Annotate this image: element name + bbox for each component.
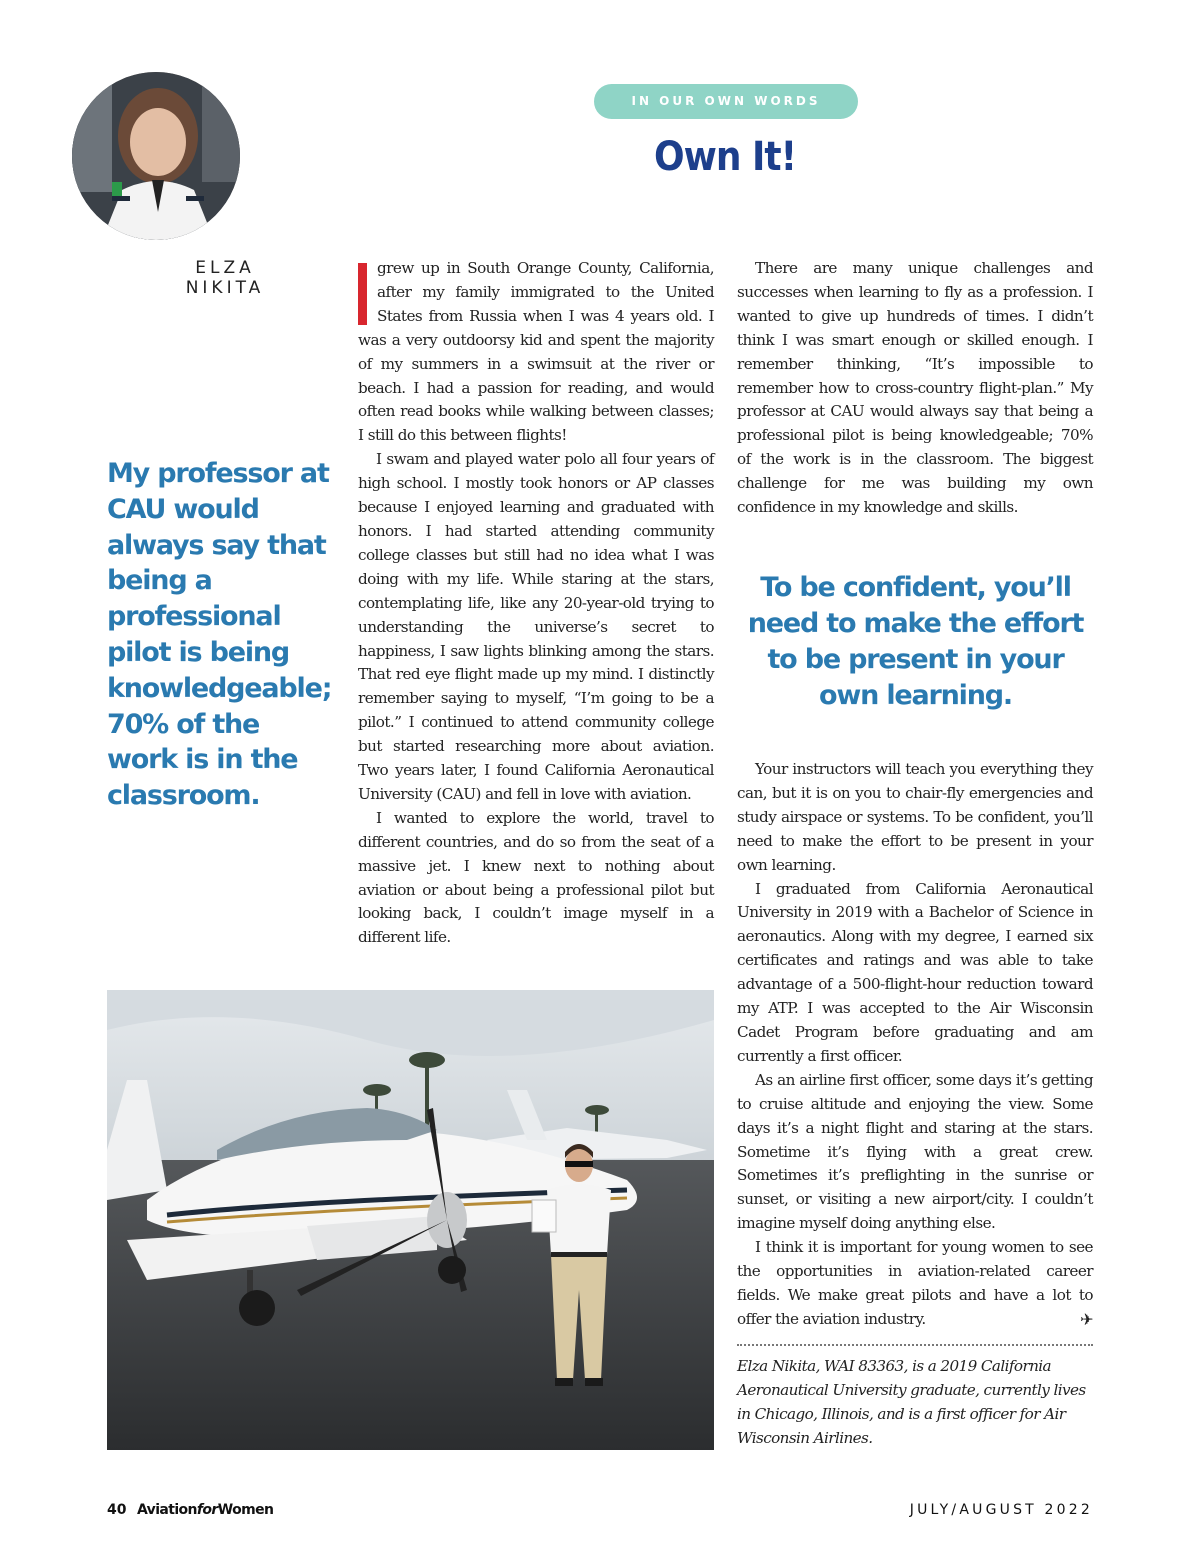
magazine-title-part: Aviation bbox=[136, 1502, 197, 1518]
paragraph: Your instructors will teach you everything they can, but it is on you to chair-fly emergencies and study airspace or systems. To be confident, you’ll need to make the effort to be present in your own learning. bbox=[737, 760, 1093, 874]
author-last-name: NIKITA bbox=[185, 278, 265, 298]
paragraph-text: grew up in South Orange County, California, after my family immigrated to the United States from Russia when I was 4 years old. I was a very outdoorsy kid and spent the majority of my summers in a swimsuit at the river or beach. I had a passion for reading, and would often read books while walking between classes; I still do this between flights! bbox=[358, 259, 714, 445]
article-column-2-bottom bbox=[737, 758, 1093, 1332]
magazine-title-part: Women bbox=[217, 1502, 274, 1518]
pull-quote-left: My professor at CAU would always say that being a professional pilot is being knowledgeable; 70% of the work is in the classroom. bbox=[107, 458, 332, 812]
paragraph: As an airline first officer, some days it’s getting to cruise altitude and enjoying the view. Some days it’s a night flight and staring at the stars. Sometime it’s flying with a great crew. Sometimes it’s preflighting in the sunrise or sunset, or visiting a new airport/city. I couldn’t imagine myself doing anything else. bbox=[737, 1070, 1093, 1233]
dropcap-initial bbox=[358, 263, 367, 325]
pilot-with-aircraft-photo bbox=[107, 990, 714, 1450]
author-byline bbox=[160, 258, 290, 298]
page-number: 40 bbox=[107, 1502, 127, 1518]
magazine-title-part: for bbox=[196, 1502, 218, 1518]
paragraph-text: I think it is important for young women to see the opportunities in aviation-related career fields. We make great pilots and have a lot to offer the aviation industry. bbox=[737, 1238, 1093, 1328]
issue-date: JULY/AUGUST 2022 bbox=[909, 1502, 1093, 1518]
magazine-title bbox=[137, 1502, 273, 1518]
article-column-2-top bbox=[737, 257, 1093, 520]
author-portrait bbox=[72, 72, 240, 240]
article-headline: Own It! bbox=[654, 134, 796, 180]
paragraph: I graduated from California Aeronautical University in 2019 with a Bachelor of Science in aeronautics. Along with my degree, I earned six certificates and ratings and was able to take advantage of a 500-flight-hour reduction toward my ATP. I was accepted to the Air Wisconsin Cadet Program before graduating and am currently a first officer. bbox=[737, 879, 1093, 1065]
airplane-end-icon: ✈ bbox=[1080, 1309, 1093, 1329]
paragraph: I wanted to explore the world, travel to different countries, and do so from the seat of a massive jet. I knew next to nothing about aviation or about being a professional pilot but looking back, I couldn’t image myself in a different life. bbox=[358, 808, 714, 947]
article-column-1 bbox=[358, 257, 714, 950]
author-bio: Elza Nikita, WAI 83363, is a 2019 California Aeronautical University graduate, currently lives in Chicago, Illinois, and is a first officer for Air Wisconsin Airlines. bbox=[737, 1357, 1086, 1447]
paragraph: I swam and played water polo all four years of high school. I mostly took honors or AP classes because I enjoyed learning and graduated with honors. I had started attending community college classes but still had no idea what I was doing with my life. While staring at the stars, contemplating life, like any 20-year-old trying to understanding the universe’s secret to happiness, I saw lights blinking among the stars. That red eye flight made up my mind. I distinctly remember saying to myself, “I’m going to be a pilot.” I continued to attend community college but started researching more about aviation. Two years later, I found California Aeronautical University (CAU) and fell in love with aviation. bbox=[358, 450, 714, 803]
section-label-pill: IN OUR OWN WORDS bbox=[594, 84, 858, 119]
paragraph: There are many unique challenges and successes when learning to fly as a profession. I wanted to give up hundreds of times. I didn’t think I was smart enough or skilled enough. I remember thinking, “It’s impossible to remember how to cross-country flight-plan.” My professor at CAU would always say that being a professional pilot is being knowledgeable; 70% of the work is in the classroom. The biggest challenge for me was building my own confidence in my knowledge and skills. bbox=[737, 259, 1093, 517]
author-first-name: ELZA bbox=[195, 258, 255, 278]
footer-page-info bbox=[107, 1502, 273, 1518]
bio-divider bbox=[737, 1344, 1093, 1346]
paragraph bbox=[358, 257, 714, 448]
paragraph bbox=[737, 1236, 1093, 1332]
pull-quote-right: To be confident, you’ll need to make the effort to be present in your own learning. bbox=[747, 572, 1084, 711]
